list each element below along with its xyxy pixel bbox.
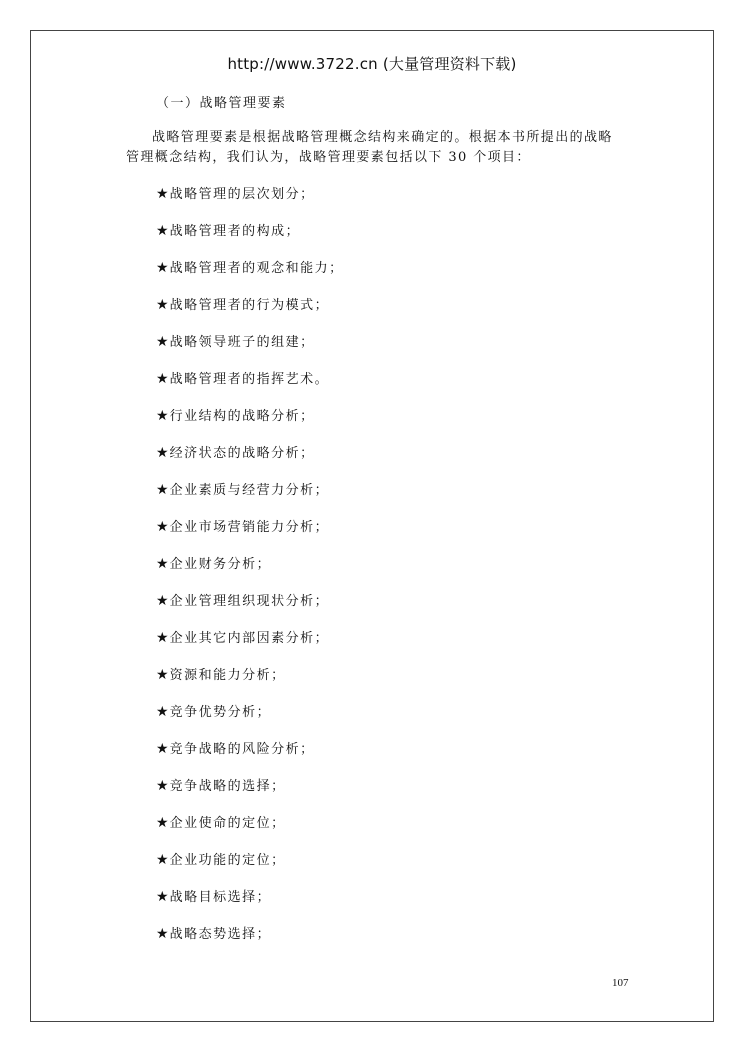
star-icon: ★ <box>156 260 169 276</box>
star-icon: ★ <box>156 223 169 239</box>
list-item-text: 企业素质与经营力分析； <box>169 483 330 498</box>
section-title: （一）战略管理要素 <box>156 96 287 111</box>
list-item-text: 战略管理者的行为模式； <box>169 298 330 313</box>
list-item-text: 资源和能力分析； <box>169 668 286 683</box>
star-icon: ★ <box>156 445 169 461</box>
list-item <box>156 776 344 813</box>
star-icon: ★ <box>156 593 169 609</box>
star-icon: ★ <box>156 630 169 646</box>
star-icon: ★ <box>156 556 169 572</box>
list-item-text: 战略管理的层次划分； <box>169 187 315 202</box>
list-item <box>156 221 344 258</box>
list-item <box>156 628 344 665</box>
list-item-text: 战略领导班子的组建； <box>169 335 315 350</box>
list-item-text: 企业其它内部因素分析； <box>169 631 330 646</box>
page-number: 107 <box>612 977 629 989</box>
list-item-text: 企业市场营销能力分析； <box>169 520 330 535</box>
list-item <box>156 369 344 406</box>
list-item-text: 战略管理者的构成； <box>169 224 301 239</box>
star-icon: ★ <box>156 704 169 720</box>
list-item <box>156 184 344 221</box>
star-icon: ★ <box>156 741 169 757</box>
list-item <box>156 554 344 591</box>
list-item <box>156 665 344 702</box>
list-item-text: 企业财务分析； <box>169 557 272 572</box>
list-item-text: 战略管理者的观念和能力； <box>169 261 344 276</box>
list-item-text: 战略目标选择； <box>169 890 272 905</box>
list-item <box>156 480 344 517</box>
list-item-text: 竞争战略的选择； <box>169 779 286 794</box>
list-item <box>156 295 344 332</box>
star-icon: ★ <box>156 186 169 202</box>
list-item <box>156 702 344 739</box>
list-item <box>156 739 344 776</box>
list-item <box>156 813 344 850</box>
list-item-text: 企业使命的定位； <box>169 816 286 831</box>
list-item <box>156 850 344 887</box>
list-item-text: 竞争优势分析； <box>169 705 272 720</box>
star-icon: ★ <box>156 926 169 942</box>
element-list <box>156 184 344 961</box>
list-item <box>156 406 344 443</box>
list-item-text: 战略管理者的指挥艺术。 <box>169 372 330 387</box>
list-item <box>156 332 344 369</box>
star-icon: ★ <box>156 482 169 498</box>
star-icon: ★ <box>156 667 169 683</box>
star-icon: ★ <box>156 889 169 905</box>
list-item <box>156 887 344 924</box>
star-icon: ★ <box>156 408 169 424</box>
list-item <box>156 258 344 295</box>
list-item <box>156 591 344 628</box>
star-icon: ★ <box>156 334 169 350</box>
list-item-text: 战略态势选择； <box>169 927 272 942</box>
page-border <box>30 30 714 1022</box>
star-icon: ★ <box>156 371 169 387</box>
list-item-text: 竞争战略的风险分析； <box>169 742 315 757</box>
list-item-text: 企业管理组织现状分析； <box>169 594 330 609</box>
star-icon: ★ <box>156 519 169 535</box>
list-item-text: 企业功能的定位； <box>169 853 286 868</box>
list-item-text: 经济状态的战略分析； <box>169 446 315 461</box>
star-icon: ★ <box>156 815 169 831</box>
intro-paragraph: 战略管理要素是根据战略管理概念结构来确定的。根据本书所提出的战略管理概念结构，我们认为，战略管理要素包括以下 30 个项目： <box>126 130 613 165</box>
star-icon: ★ <box>156 297 169 313</box>
list-item <box>156 924 344 961</box>
page-header-url[interactable]: http://www.3722.cn (大量管理资料下载) <box>227 55 517 73</box>
star-icon: ★ <box>156 852 169 868</box>
list-item <box>156 443 344 480</box>
list-item-text: 行业结构的战略分析； <box>169 409 315 424</box>
list-item <box>156 517 344 554</box>
star-icon: ★ <box>156 778 169 794</box>
